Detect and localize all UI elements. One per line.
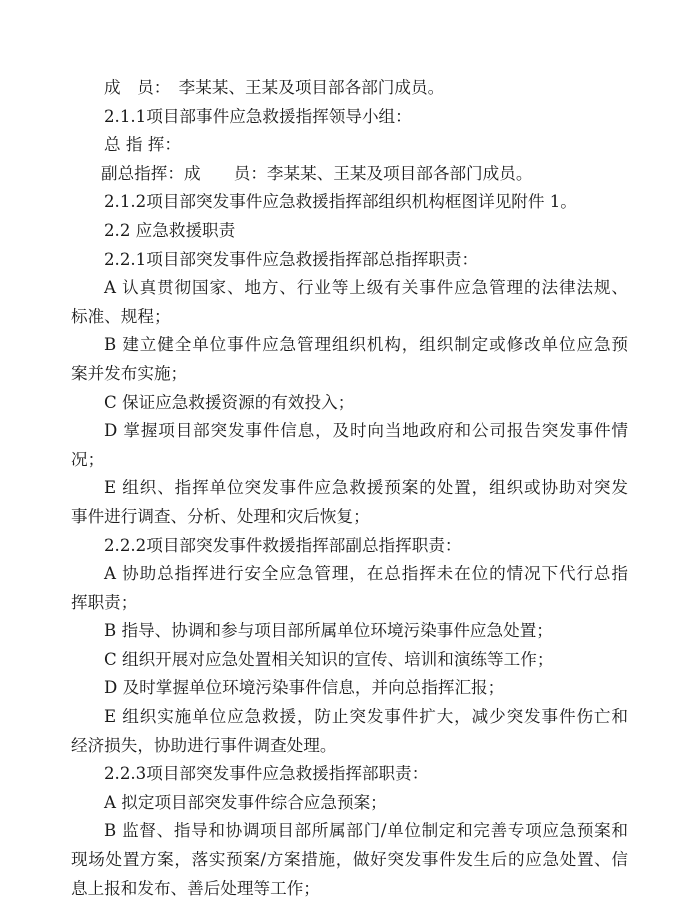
text-line: 事件进行调查、分析、处理和灾后恢复；: [71, 506, 370, 526]
text-line: C 保证应急救援资源的有效投入；: [104, 392, 355, 412]
text-line: A 拟定项目部突发事件综合应急预案；: [104, 792, 387, 812]
section-heading: 2.1.1项目部事件应急救援指挥领导小组：: [104, 106, 412, 126]
text-line: A 协助总指挥进行安全应急管理，在总指挥未在位的情况下代行总指: [104, 564, 628, 584]
text-line: E 组织、指挥单位突发事件应急救援预案的处置，组织或协助对突发: [104, 478, 628, 498]
text-line: D 掌握项目部突发事件信息，及时向当地政府和公司报告突发事件情: [104, 421, 628, 441]
text-line: A 认真贯彻国家、地方、行业等上级有关事件应急管理的法律法规、: [104, 278, 628, 298]
text-line: 副总指挥：成 员：李某某、王某及项目部各部门成员。: [101, 163, 533, 183]
text-line: B 建立健全单位事件应急管理组织机构，组织制定或修改单位应急预: [104, 335, 628, 355]
text-line: 总 指 挥：: [104, 135, 181, 155]
text-line: 息上报和发布、善后处理等工作；: [71, 878, 320, 898]
text-line: C 组织开展对应急处置相关知识的宣传、培训和演练等工作；: [104, 649, 554, 669]
text-line: 现场处置方案，落实预案/方案措施，做好突发事件发生后的应急处置、信: [71, 850, 628, 870]
section-heading: 2.2.2项目部突发事件救援指挥部副总指挥职责：: [104, 535, 462, 555]
section-heading: 2.2.1项目部突发事件应急救援指挥部总指挥职责：: [104, 249, 479, 269]
text-line: 况；: [71, 449, 105, 469]
section-heading: 2.1.2项目部突发事件应急救援指挥部组织机构框图详见附件 1。: [104, 192, 577, 212]
text-line: 案并发布实施；: [71, 363, 188, 383]
text-line: B 指导、协调和参与项目部所属单位环境污染事件应急处置；: [104, 621, 553, 641]
text-line: D 及时掌握单位环境污染事件信息，并向总指挥汇报；: [104, 678, 505, 698]
text-line: B 监督、指导和协调项目部所属部门/单位制定和完善专项应急预案和: [104, 821, 628, 841]
text-line: E 组织实施单位应急救援，防止突发事件扩大，减少突发事件伤亡和: [104, 707, 628, 727]
text-line: 成 员： 李某某、王某及项目部各部门成员。: [104, 78, 445, 97]
section-heading: 2.2 应急救援职责: [104, 220, 236, 240]
text-line: 经济损失，协助进行事件调查处理。: [71, 735, 337, 755]
text-line: 标准、规程；: [71, 306, 171, 326]
section-heading: 2.2.3项目部突发事件应急救援指挥部职责：: [104, 764, 429, 784]
text-line: 挥职责；: [71, 592, 138, 612]
document-body: [71, 74, 628, 903]
